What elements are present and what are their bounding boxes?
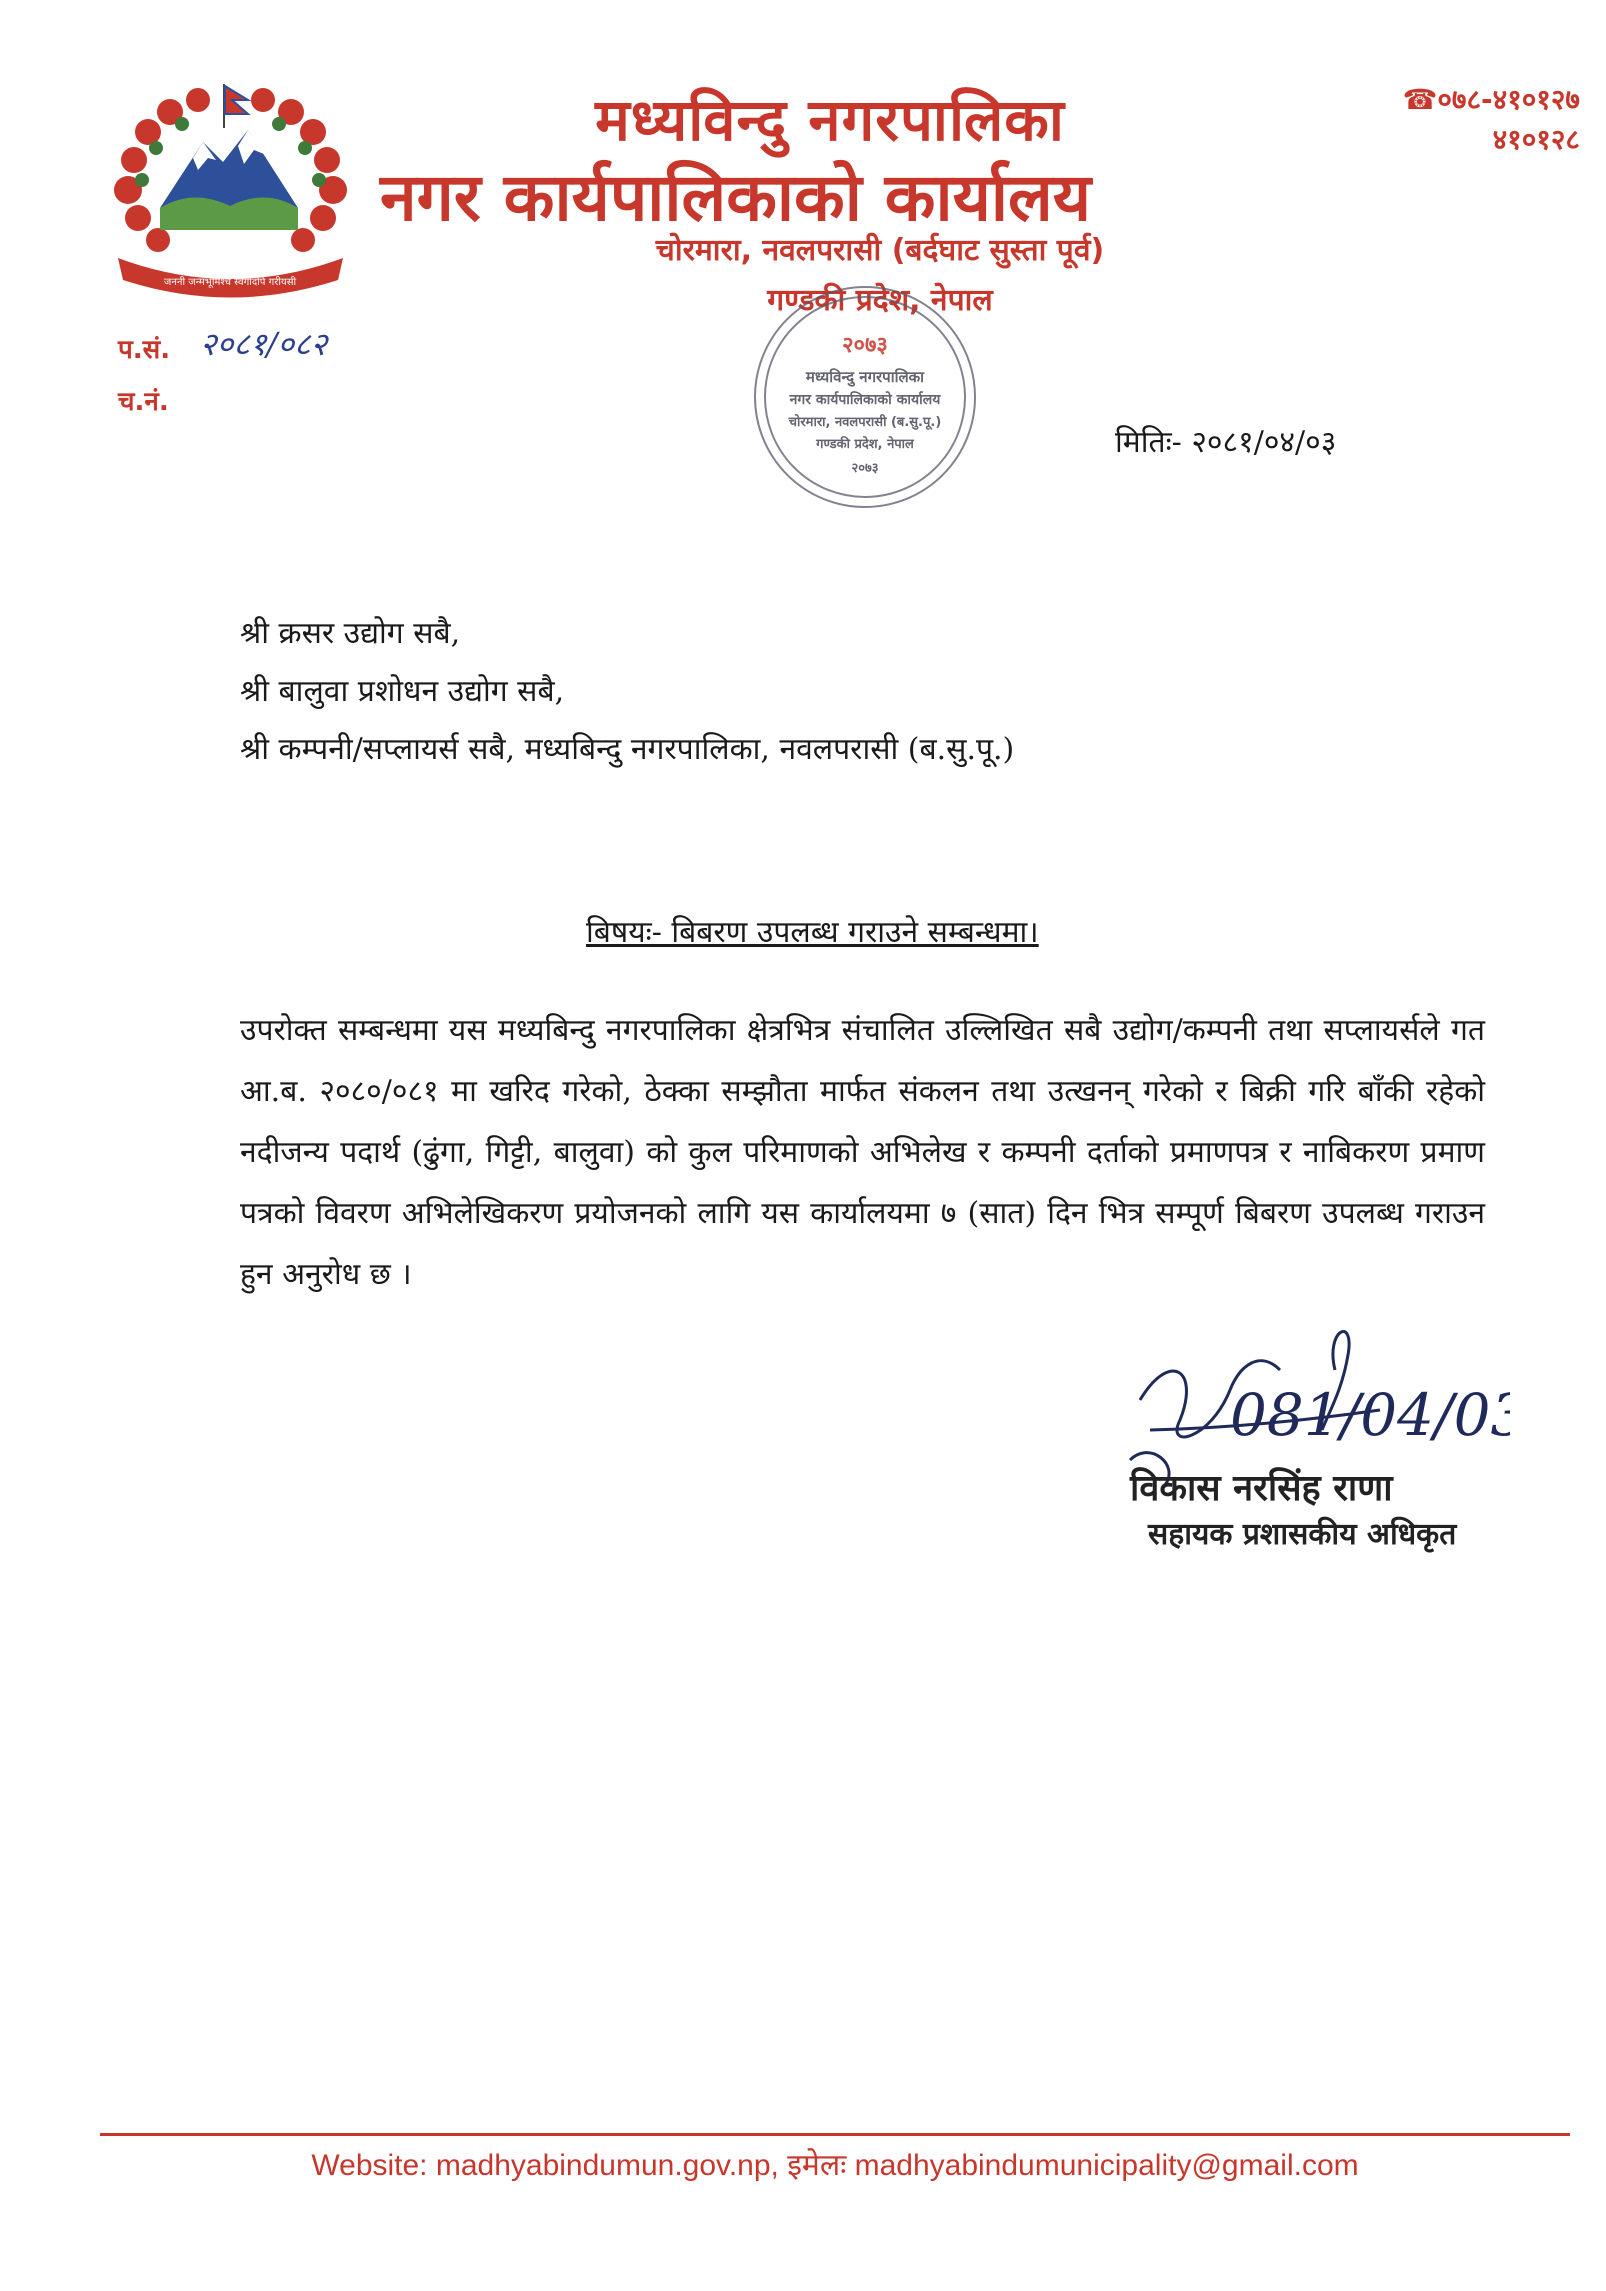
footer-contact: Website: madhyabindumun.gov.np, इमेलः madhyabindumunicipality@gmail.com xyxy=(311,2149,1359,2182)
addressee-item: श्री कम्पनी/सप्लायर्स सबै, मध्यबिन्दु नगरपालिका, नवलपरासी (ब.सु.पू.) xyxy=(240,732,1015,767)
stamp-line-1: मध्यविन्दु नगरपालिका xyxy=(805,368,925,386)
cn-label: च.नं. xyxy=(118,387,169,417)
ps-handwritten-value: २०८१/०८२ xyxy=(200,325,328,363)
ps-label: प.सं. xyxy=(118,335,171,365)
addressee-list xyxy=(240,605,1014,779)
letter-date: मितिः- २०८१/०४/०३ xyxy=(1115,425,1337,460)
addressee-item: श्री क्रसर उद्योग सबै, xyxy=(240,616,461,651)
addressee-item: श्री बालुवा प्रशोधन उद्योग सबै, xyxy=(240,674,565,709)
stamp-line-2: नगर कार्यपालिकाको कार्यालय xyxy=(789,392,941,408)
nepal-emblem xyxy=(98,80,363,300)
phone-number-2: ४१०१२८ xyxy=(1492,123,1580,156)
letter-body: उपरोक्त सम्बन्धमा यस मध्यबिन्दु नगरपालिका क्षेत्रभित्र संचालित उल्लिखित सबै उद्योग/कम्पनी तथा सप्लायर्सले गत आ.ब. २०८०/०८१ मा खरिद गरेको, ठेक्का सम्झौता मार्फत संकलन तथा उत्खनन् गरेको र बिक्री गरि बाँकी रहेको नदीजन्य पदार्थ (ढुंगा, गिट्टी, बालुवा) को कुल परिमाणको अभिलेख र कम्पनी दर्ताको प्रमाणपत्र र नाबिकरण प्रमाण पत्रको विवरण अभिलेखिकरण प्रयोजनको लागि यस कार्यालयमा ७ (सात) दिन भित्र सम्पूर्ण बिबरण उपलब्ध गराउन हुन अनुरोध छ । xyxy=(240,1013,1485,1292)
stamp-year-bottom: २०७३ xyxy=(851,461,879,476)
stamp-line-4: गण्डकी प्रदेश, नेपाल xyxy=(816,437,914,452)
phone-number-1: ☎०७८-४१०१२७ xyxy=(1402,83,1580,116)
emblem-caption: जननी जन्मभूमिश्च स्वर्गादपि गरीयसी xyxy=(163,277,297,288)
signatory-title: सहायक प्रशासकीय अधिकृत xyxy=(1148,1517,1457,1552)
office-name: नगर कार्यपालिकाको कार्यालय xyxy=(380,159,1091,236)
stamp-year-top: २०७३ xyxy=(842,333,888,358)
footer-divider xyxy=(100,2133,1570,2136)
address-line-1: चोरमारा, नवलपरासी (बर्दघाट सुस्ता पूर्व) xyxy=(655,233,1105,268)
office-stamp xyxy=(740,272,990,522)
dispatch-number-row xyxy=(118,382,169,418)
address-line-2: गण्डकी प्रदेश, नेपाल xyxy=(767,283,993,318)
letter-subject: बिषयः- बिबरण उपलब्ध गराउने सम्बन्धमा। xyxy=(586,915,1039,950)
reference-number-row xyxy=(118,330,170,366)
handwritten-date: 081/04/03 xyxy=(1230,1381,1510,1449)
municipality-name: मध्यविन्दु नगरपालिका xyxy=(595,86,1065,154)
phone-block xyxy=(1330,80,1580,160)
stamp-line-3: चोरमारा, नवलपरासी (ब.सु.पू.) xyxy=(788,415,942,430)
signatory-name: विकास नरसिंह राणा xyxy=(1130,1468,1393,1509)
